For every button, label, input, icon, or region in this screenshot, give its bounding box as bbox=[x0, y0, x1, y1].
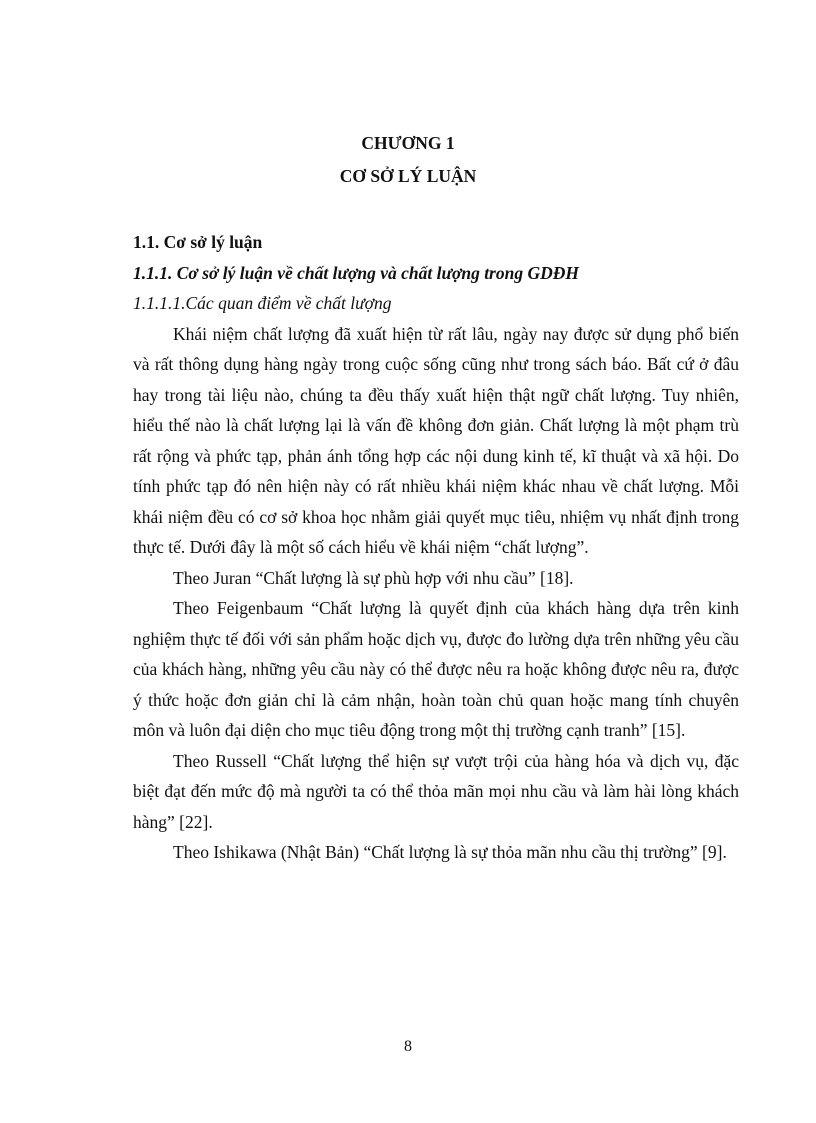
paragraph-ishikawa: Theo Ishikawa (Nhật Bản) “Chất lượng là sự thỏa mãn nhu cầu thị trường” [9]. bbox=[173, 842, 727, 862]
page-number: 8 bbox=[404, 1038, 412, 1055]
subsubsection-heading: 1.1.1.1.Các quan điểm về chất lượng bbox=[133, 293, 392, 313]
section-heading: 1.1. Cơ sở lý luận bbox=[133, 232, 263, 252]
subsection-heading: 1.1.1. Cơ sở lý luận về chất lượng và chất lượng trong GDĐH bbox=[133, 262, 579, 283]
document-body bbox=[133, 227, 739, 868]
paragraph-feigenbaum: Theo Feigenbaum “Chất lượng là quyết định của khách hàng dựa trên kinh nghiệm thực tế đối với sản phẩm hoặc dịch vụ, được đo lường dựa trên những yêu cầu của khách hàng, những yêu cầu này có thể được nêu ra hoặc không được nêu ra, được ý thức hoặc đơn giản chỉ là cảm nhận, hoàn toàn chủ quan hoặc mang tính chuyên môn và luôn đại diện cho mục tiêu động trong một thị trường cạnh tranh” [15]. bbox=[133, 598, 739, 740]
chapter-title: CHƯƠNG 1 bbox=[361, 133, 455, 153]
paragraph-juran: Theo Juran “Chất lượng là sự phù hợp với nhu cầu” [18]. bbox=[173, 567, 574, 588]
chapter-subtitle: CƠ SỞ LÝ LUẬN bbox=[339, 166, 477, 186]
paragraph-russell: Theo Russell “Chất lượng thể hiện sự vượt trội của hàng hóa và dịch vụ, đặc biệt đạt đến mức độ mà người ta có thể thỏa mãn mọi nhu cầu và làm hài lòng khách hàng” [22]. bbox=[133, 750, 739, 832]
paragraph-intro: Khái niệm chất lượng đã xuất hiện từ rất lâu, ngày nay được sử dụng phổ biến và rất thông dụng hàng ngày trong cuộc sống cũng như trong sách báo. Bất cứ ở đâu hay trong tài liệu nào, chúng ta đều thấy xuất hiện thật ngữ chất lượng. Tuy nhiên, hiểu thế nào là chất lượng lại là vấn đề không đơn giản. Chất lượng là một phạm trù rất rộng và phức tạp, phản ánh tổng hợp các nội dung kinh tế, kĩ thuật và xã hội. Do tính phức tạp đó nên hiện này có rất nhiều khái niệm khác nhau về chất lượng. Mỗi khái niệm đều có cơ sở khoa học nhằm giải quyết mục tiêu, nhiệm vụ nhất định trong thực tế. Dưới đây là một số cách hiểu về khái niệm “chất lượng”. bbox=[133, 323, 739, 557]
